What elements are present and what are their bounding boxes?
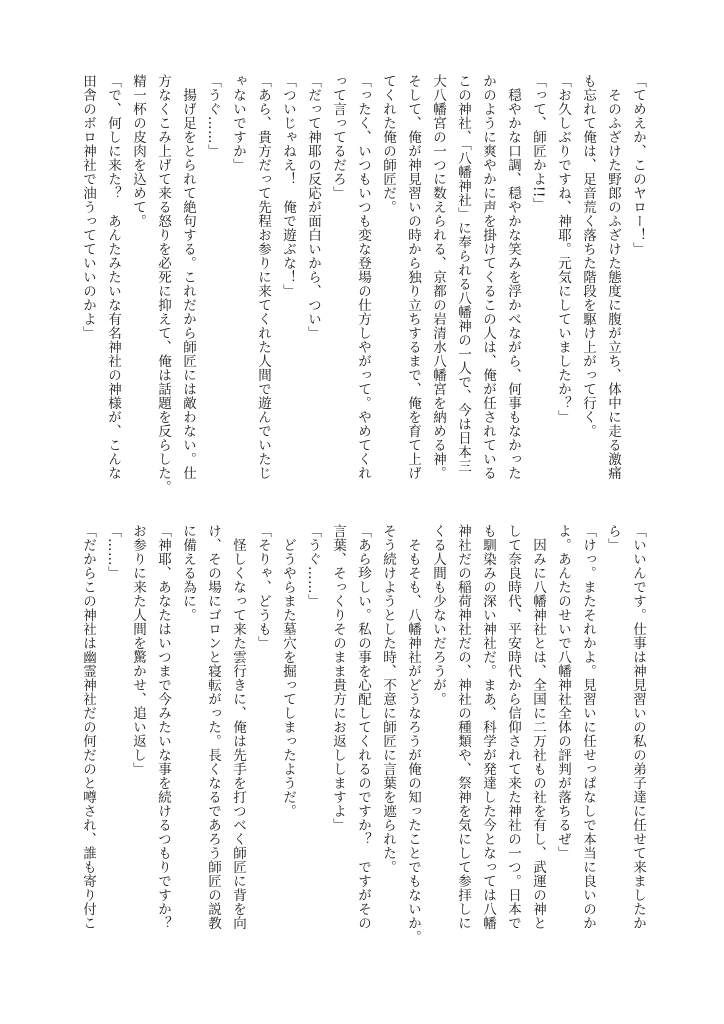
text-column: 「……」 [105, 524, 121, 580]
text-column: 「うぐ……」 [205, 74, 221, 158]
text-column: くる人間も少ないだろうが。 [430, 524, 446, 706]
text-column: そもそも、八幡神社がどうなろうが俺の知ったことでもないか。 [405, 524, 421, 944]
text-column: 因みに八幡神社とは、全国に二万社もの社を有し、武運の神と [530, 524, 546, 930]
text-column: 「けっ。またそれかよ。見習いに任せっぱなしで本当に良いのか [580, 524, 596, 930]
text-column: に備える為に。 [180, 524, 196, 622]
text-column: 「てめえか、このヤロー！」 [630, 74, 646, 256]
text-column: 揚げ足をとられて絶句する。これだから師匠には敵わない。仕 [180, 74, 196, 480]
text-column: ら」 [605, 524, 621, 552]
text-column: 「って、師匠かよ!!」 [530, 74, 546, 212]
text-column: 「だからこの神社は幽霊神社だの何だのと噂され、誰も寄り付こ [80, 524, 96, 930]
text-column: そのふざけた野郎のふざけた態度に腹が立ち、体中に走る激痛 [605, 74, 621, 480]
text-column: 「お久しぶりですね、神耶。元気にしていましたか？」 [555, 74, 571, 424]
text-column: 方なくこみ上げて来る怒りを必死に抑えて、俺は話題を反らした。 [155, 74, 171, 494]
text-column: 怪しくなって来た雲行きに、俺は先手を打つべく師匠に背を向 [230, 524, 246, 930]
text-column: 神社だの稲荷神社だの、神社の種類や、祭神を気にして参拝しに [455, 524, 471, 930]
text-column: 大八幡宮の一つに数えられる、京都の岩清水八幡宮を納める神。 [430, 74, 446, 480]
text-column: 「ついじゃねえ！ 俺で遊ぶな！」 [280, 74, 296, 298]
text-block-bottom [74, 524, 650, 960]
text-column: 言葉、そっくりそのまま貴方にお返ししますよ」 [330, 524, 346, 832]
text-column: け、その場にゴロンと寝転がった。長くなるであろう師匠の説教 [205, 524, 221, 930]
text-column: して奈良時代、平安時代から信仰されて来た神社の一つ。日本で [505, 524, 521, 930]
text-column: 「あら、貴方だって先程お参りに来てくれた人間で遊んでいたじ [255, 74, 271, 480]
text-column: って言ってるだろ」 [330, 74, 346, 200]
text-column: 「いいんです。仕事は神見習いの私の弟子達に任せて来ましたか [630, 524, 646, 930]
text-column: そして、俺が神見習いの時から独り立ちするまで、俺を育て上げ [405, 74, 421, 480]
text-column: この神社、「八幡神社」に奉られる八幡神の一人で、今は日本三 [455, 74, 471, 474]
text-column: 「神耶、あなたはいつまで今みたいな事を続けるつもりですか？ [155, 524, 171, 930]
text-column: てくれた俺の師匠だ。 [380, 74, 396, 214]
text-column: 「で、何しに来た？ あんたみたいな有名神社の神様が、こんな [105, 74, 121, 480]
text-column: 「そりゃ、どうも」 [255, 524, 271, 650]
text-column: も忘れて俺は、足音荒く落ちた階段を駆け上がって行く。 [580, 74, 596, 438]
text-column: 「うぐ……」 [305, 524, 321, 608]
text-column: かのように爽やかに声を掛けてくるこの人は、俺が任されている [480, 74, 496, 480]
text-column: ゃないですか」 [230, 74, 246, 172]
text-column: 穏やかな口調、穏やかな笑みを浮かべながら、何事もなかった [505, 74, 521, 480]
text-column: お参りに来た人間を驚かせ、追い返し」 [130, 524, 146, 776]
text-column: よ。あんたのせいで八幡神社全体の評判が落ちるぜ」 [555, 524, 571, 860]
text-block-top [74, 74, 650, 496]
text-column: 「ったく、いつもいつも変な登場の仕方しやがって。やめてくれ [355, 74, 371, 480]
text-column: 田舎のボロ神社で油うってていいのかよ」 [80, 74, 96, 340]
text-column: も馴染みの深い神社だ。まあ、科学が発達した今となっては八幡 [480, 524, 496, 930]
text-column: 精一杯の皮肉を込めて。 [130, 74, 146, 228]
text-column: そう続けようとした時、不意に師匠に言葉を遮られた。 [380, 524, 396, 874]
text-column: 「あら珍しい。私の事を心配してくれるのですか？ ですがその [355, 524, 371, 930]
text-column: 「だって神耶の反応が面白いから、つい」 [305, 74, 321, 340]
text-column: どうやらまた墓穴を掘ってしまったようだ。 [280, 524, 296, 818]
